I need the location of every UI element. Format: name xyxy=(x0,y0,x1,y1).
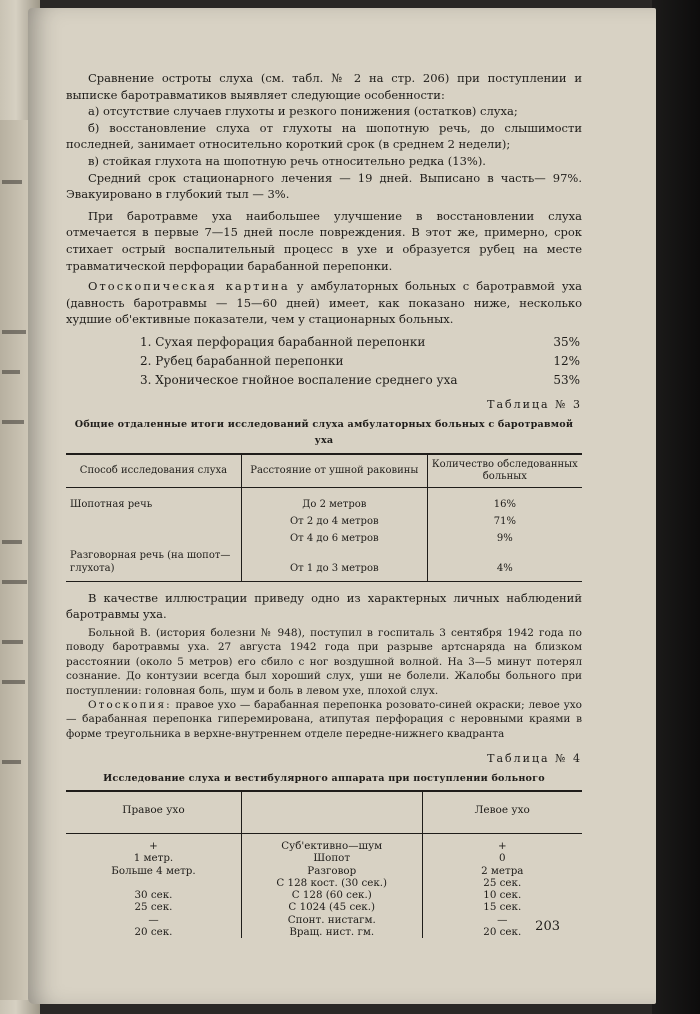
item-a: а) отсутствие случаев глухоты и резкого понижения (остатков) слуха; xyxy=(88,104,518,119)
table-row: От 2 до 4 метров 71% xyxy=(66,513,582,530)
list-item: 2. Рубец барабанной перепонки 12% xyxy=(140,353,580,368)
table3-header: Количество обследованных больных xyxy=(427,454,582,488)
table4-title: Исследование слуха и вестибулярного аппарата при поступлении больного xyxy=(103,772,545,784)
case-otoscopy: Отоскопия: правое ухо — барабанная перепонка розовато-синей окраски; левое ухо — барабанная перепонка гиперемирована, атипутая перфорация с неровными краями в форме треугольника в верхне-внутреннем отделе передне-нижнего квадранта xyxy=(66,698,582,740)
previous-page-edge xyxy=(0,120,30,1000)
table-row: От 4 до 6 метров 9% xyxy=(66,530,582,547)
table4 xyxy=(66,790,582,938)
paragraph-otoscopy xyxy=(66,278,582,328)
paragraph-comparison: Сравнение остроты слуха (см. табл. № 2 на стр. 206) при поступлении и выписке баротравматиков выявляет следующие особенности: xyxy=(66,71,582,102)
table-row: Разговорная речь (на шопот—глухота) От 1 до 3 метров 4% xyxy=(66,547,582,582)
otoscopy-heading: Отоскопическая картина xyxy=(88,279,290,294)
table3-title: Общие отдаленные итоги исследований слуха амбулаторных больных с баротравмой уха xyxy=(74,418,574,447)
paragraph-improvement: При баротравме уха наибольшее улучшение в восстановлении слуха отмечается в первые 7—15 дней после повреждения. В этот же, примерно, срок стихает острый воспалительный процесс в ухе и образуется рубец на месте травматической перфорации барабанной перепонки. xyxy=(66,208,582,273)
otoscopy-text: у амбулаторных больных с баротравмой уха (давность баротравмы — 15—60 дней) имеет, как показано ниже, несколько худшие об'ективные показатели, чем у стационарных больных. xyxy=(66,279,582,327)
paragraph-treatment: Средний срок стационарного лечения — 19 дней. Выписано в часть— 97%. Эвакуировано в глубокий тыл — 3%. xyxy=(66,170,582,202)
paragraph-illustration: В качестве иллюстрации приведу одно из характерных личных наблюдений баротравмы уха. xyxy=(66,590,582,622)
table3-header: Способ исследования слуха xyxy=(66,454,241,488)
book-cover-edge xyxy=(652,0,700,1014)
item-b: б) восстановление слуха от глухоты на шопотную речь, до слышимости последней, занимает относительно короткий срок (в среднем 2 недели); xyxy=(66,120,582,152)
table4-header xyxy=(241,791,422,833)
list-item: 1. Сухая перфорация барабанной перепонки 35% xyxy=(140,334,580,349)
table4-header: Левое ухо xyxy=(422,791,582,833)
findings-list xyxy=(140,334,580,391)
table3-caption: Таблица № 3 xyxy=(487,397,582,411)
table-row: + 1 метр. Больше 4 метр. 30 сек. 25 сек. — 20 сек. Суб'ективно—шум Шопот Разговор С 128 кост. (30 сек.) С 128 (60 сек.) С 1024 (45 сек.) Спонт. нистагм. Вращ. нист. гм. + 0 2 метра 25 сек. 10 сек. 15 сек. — 20 сек. xyxy=(66,833,582,938)
table4-caption: Таблица № 4 xyxy=(487,752,582,766)
table3-header: Расстояние от ушной раковины xyxy=(241,454,427,488)
table3 xyxy=(66,453,582,582)
item-c: в) стойкая глухота на шопотную речь относительно редка (13%). xyxy=(88,153,486,168)
page-number: 203 xyxy=(535,919,560,934)
table4-header: Правое ухо xyxy=(66,791,241,833)
table-row: Шопотная речь До 2 метров 16% xyxy=(66,487,582,513)
list-item: 3. Хроническое гнойное воспаление среднего уха 53% xyxy=(140,372,580,387)
case-history: Больной В. (история болезни № 948), поступил в госпиталь 3 сентября 1942 года по поводу баротравмы уха. 27 августа 1942 года при разрыве артснаряда на близком расстоянии (около 5 метров) его сбило с ног воздушной волной. На 3—5 минут потерял сознание. До контузии всегда был хороший слух, уши не болели. Жалобы больного при поступлении: головная боль, шум и боль в левом ухе, плохой слух. xyxy=(66,626,582,697)
page-content xyxy=(66,70,582,938)
book-page xyxy=(28,8,656,1004)
